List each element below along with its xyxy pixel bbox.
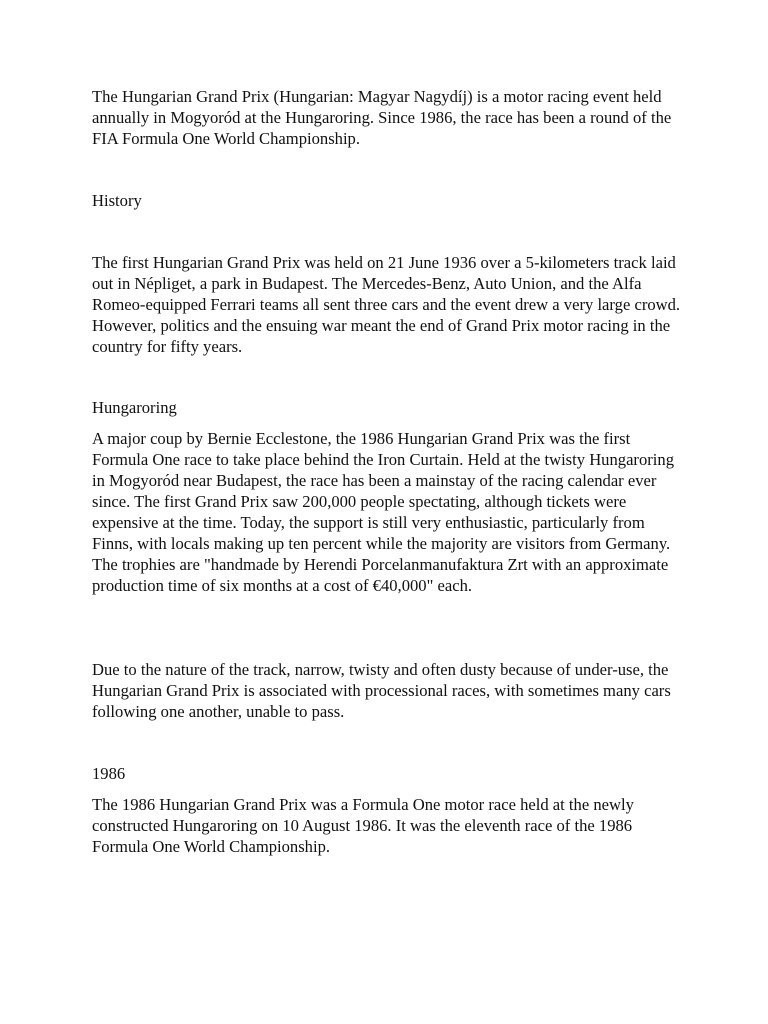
- 1986-paragraph: The 1986 Hungarian Grand Prix was a Formula One motor race held at the newly constructed Hungaroring on 10 August 1986. It was the eleventh race of the 1986 Formula One World Championship.: [92, 795, 634, 856]
- intro-paragraph: The Hungarian Grand Prix (Hungarian: Magyar Nagydíj) is a motor racing event held annually in Mogyoród at the Hungaroring. Since 1986, the race has been a round of the FIA Formula One World Championship.: [92, 87, 672, 148]
- section-heading-1986: 1986: [92, 764, 126, 783]
- section-heading-hungaroring: Hungaroring: [92, 398, 177, 417]
- hungaroring-paragraph-1: A major coup by Bernie Ecclestone, the 1986 Hungarian Grand Prix was the first Formula One race to take place behind the Iron Curtain. Held at the twisty Hungaroring in Mogyoród near Budapest, the race has been a mainstay of the racing calendar ever since. The first Grand Prix saw 200,000 people spectating, although tickets were expensive at the time. Today, the support is still very enthusiastic, particularly from Finns, with locals making up ten percent while the majority are visitors from Germany. The trophies are "handmade by Herendi Porcelanmanufaktura Zrt with an approximate production time of six months at a cost of €40,000" each.: [92, 429, 674, 595]
- hungaroring-paragraph-2: Due to the nature of the track, narrow, twisty and often dusty because of under-use, the Hungarian Grand Prix is associated with processional races, with sometimes many cars following one another, unable to pass.: [92, 660, 671, 721]
- history-paragraph: The first Hungarian Grand Prix was held on 21 June 1936 over a 5-kilometers track laid out in Népliget, a park in Budapest. The Mercedes-Benz, Auto Union, and the Alfa Romeo-equipped Ferrari teams all sent three cars and the event drew a very large crowd. However, politics and the ensuing war meant the end of Grand Prix motor racing in the country for fifty years.: [92, 253, 681, 356]
- section-heading-history: History: [92, 191, 142, 210]
